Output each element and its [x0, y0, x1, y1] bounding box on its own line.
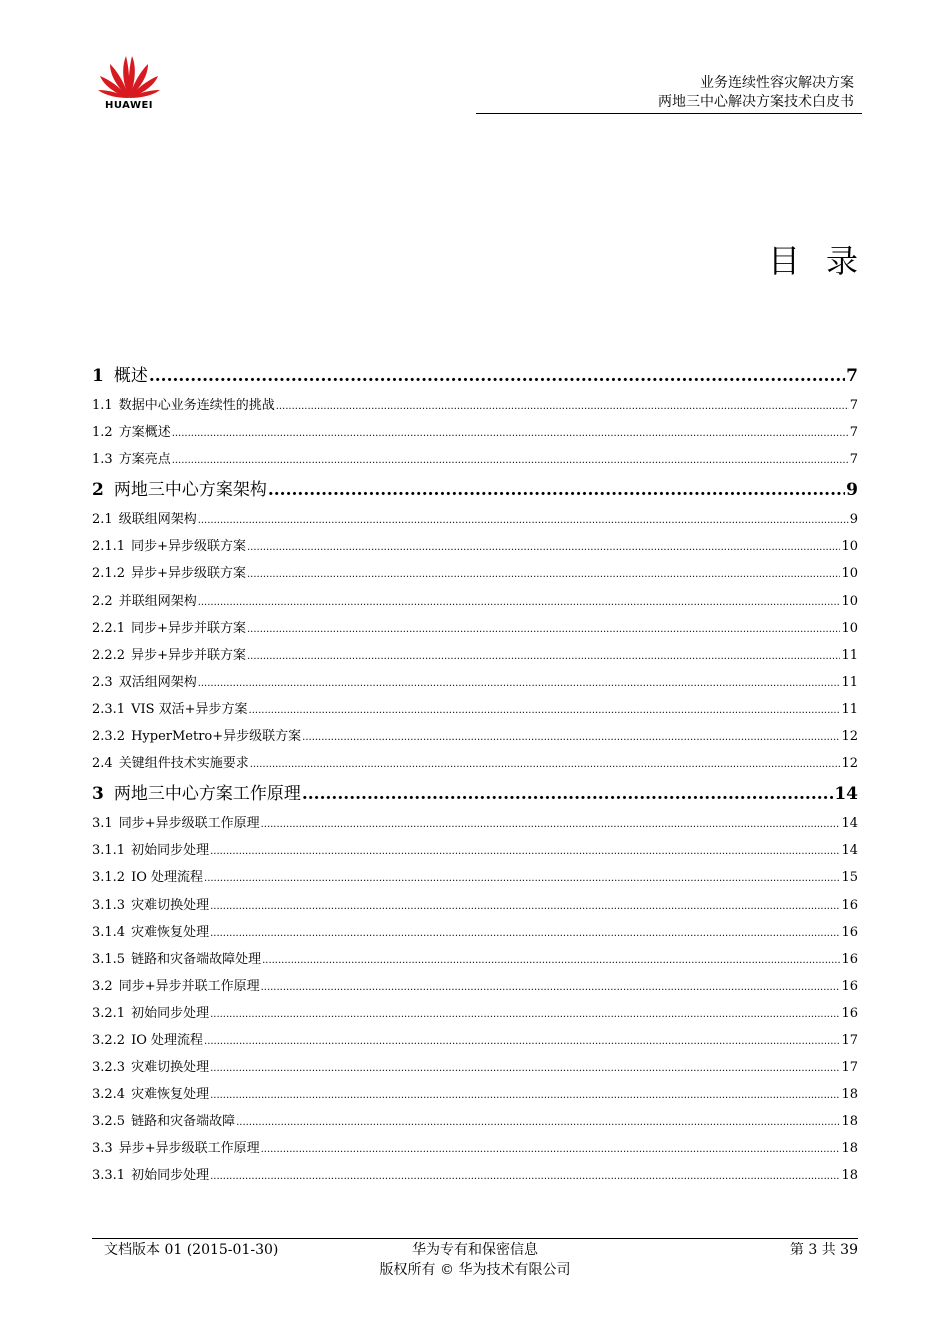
- toc-leader-dots: [210, 893, 840, 920]
- toc-page-number: 17: [841, 1060, 858, 1076]
- toc-entry-text: 关键组件技术实施要求: [118, 756, 249, 772]
- toc-entry-number: 2.3.1: [92, 701, 126, 717]
- toc-entry-label: [92, 446, 171, 473]
- toc-entry-number: 3.2.1: [92, 1005, 126, 1021]
- toc-entry-text: 灾难恢复处理: [131, 1087, 210, 1103]
- huawei-petals-icon: [96, 52, 162, 98]
- toc-page-number: 11: [841, 674, 858, 690]
- toc-entry-number: 3.1.2: [92, 870, 126, 886]
- toc-section-entry[interactable]: [92, 837, 858, 864]
- toc-leader-dots: [149, 361, 845, 392]
- toc-leader-dots: [198, 589, 841, 616]
- toc-entry-label: [92, 669, 197, 696]
- toc-leader-dots: [198, 507, 849, 534]
- toc-entry-text: 同步+异步并联方案: [131, 620, 246, 636]
- toc-entry-label: [92, 1108, 235, 1135]
- toc-leader-dots: [250, 751, 841, 778]
- toc-entry-number: 3: [92, 784, 104, 805]
- toc-section-entry[interactable]: [92, 560, 858, 587]
- toc-entry-number: 3.1.5: [92, 951, 126, 967]
- toc-entry-number: 2.1.2: [92, 566, 126, 582]
- toc-entry-number: 3.2.5: [92, 1114, 126, 1130]
- toc-entry-text: 概述: [113, 366, 148, 386]
- toc-leader-dots: [268, 475, 845, 506]
- toc-page-number: 12: [841, 756, 858, 772]
- toc-entry-label: [92, 750, 249, 777]
- toc-leader-dots: [302, 779, 833, 810]
- toc-section-entry[interactable]: [92, 506, 858, 533]
- toc-section-entry[interactable]: [92, 919, 858, 946]
- toc-leader-dots: [210, 1082, 840, 1109]
- toc-entry-label: [92, 419, 171, 446]
- toc-entry-number: 1.1: [92, 398, 113, 413]
- logo-text: HUAWEI: [104, 100, 154, 111]
- toc-page-number: 16: [841, 951, 858, 967]
- toc-section-entry[interactable]: [92, 946, 858, 973]
- toc-page-number: 18: [841, 1087, 858, 1103]
- toc-leader-dots: [261, 1136, 841, 1163]
- toc-leader-dots: [204, 1028, 840, 1055]
- toc-page-number: 16: [841, 924, 858, 940]
- toc-section-entry[interactable]: [92, 973, 858, 1000]
- toc-entry-number: 1: [92, 366, 104, 386]
- toc-section-entry[interactable]: [92, 1054, 858, 1081]
- footer-version: 文档版本 01 (2015-01-30): [104, 1242, 279, 1258]
- toc-section-entry[interactable]: [92, 892, 858, 919]
- toc-entry-label: [92, 892, 209, 919]
- toc-leader-dots: [172, 447, 849, 474]
- toc-leader-dots: [236, 1109, 840, 1136]
- toc-section-entry[interactable]: [92, 810, 858, 837]
- toc-entry-label: [92, 615, 246, 642]
- toc-entry-label: [92, 973, 260, 1000]
- toc-entry-text: 方案概述: [118, 425, 171, 441]
- toc-page-number: 7: [849, 452, 858, 468]
- toc-leader-dots: [198, 670, 841, 697]
- toc-leader-dots: [261, 974, 841, 1001]
- toc-page-number: 11: [841, 647, 858, 663]
- toc-entry-number: 3.1.3: [92, 897, 126, 913]
- toc-section-entry[interactable]: [92, 1162, 858, 1189]
- toc-entry-text: 双活组网架构: [118, 674, 197, 690]
- toc-entry-number: 3.1.4: [92, 924, 126, 940]
- toc-entry-text: 同步+异步级联工作原理: [118, 816, 260, 832]
- toc-entry-text: 灾难切换处理: [131, 1060, 210, 1076]
- toc-page-number: 10: [841, 539, 858, 555]
- toc-section-entry[interactable]: [92, 1081, 858, 1108]
- toc-entry-number: 3.2: [92, 978, 113, 994]
- toc-entry-text: 并联组网架构: [118, 593, 197, 609]
- toc-page-number: 10: [841, 566, 858, 582]
- toc-section-entry[interactable]: [92, 446, 858, 473]
- toc-leader-dots: [210, 838, 840, 865]
- toc-entry-number: 1.2: [92, 425, 113, 441]
- toc-entry-text: 两地三中心方案架构: [113, 480, 267, 501]
- toc-entry-label: [92, 779, 301, 810]
- toc-entry-text: 初始同步处理: [131, 1168, 210, 1184]
- toc-section-entry[interactable]: [92, 588, 858, 615]
- huawei-logo: [96, 52, 162, 114]
- toc-section-entry[interactable]: [92, 1000, 858, 1027]
- toc-entry-number: 2.2.2: [92, 647, 126, 663]
- toc-page-number: 7: [849, 425, 858, 441]
- toc-section-entry[interactable]: [92, 864, 858, 891]
- toc-chapter-entry[interactable]: [92, 779, 858, 810]
- toc-leader-dots: [249, 697, 841, 724]
- toc-entry-number: 2.1: [92, 512, 113, 528]
- toc-entry-number: 3.3.1: [92, 1168, 126, 1184]
- toc-leader-dots: [210, 1055, 840, 1082]
- toc-entry-label: [92, 1081, 209, 1108]
- toc-page-number: 18: [841, 1141, 858, 1157]
- footer-confidential: 华为专有和保密信息: [412, 1242, 538, 1258]
- toc-entry-text: 异步+异步并联方案: [131, 647, 246, 663]
- toc-leader-dots: [276, 393, 849, 420]
- toc-page-number: 12: [841, 729, 858, 745]
- toc-entry-number: 2.2: [92, 593, 113, 609]
- toc-entry-number: 3.1.1: [92, 843, 126, 859]
- toc-page-number: 14: [841, 843, 858, 859]
- toc-entry-number: 3.2.3: [92, 1060, 126, 1076]
- toc-page-number: 18: [841, 1114, 858, 1130]
- toc-entry-text: 初始同步处理: [131, 1005, 210, 1021]
- toc-entry-label: [92, 475, 267, 506]
- toc-page-number: 9: [849, 512, 858, 528]
- toc-entry-number: 2.4: [92, 756, 113, 772]
- toc-entry-text: 灾难恢复处理: [131, 924, 210, 940]
- toc-page-number: 11: [841, 701, 858, 717]
- document-header: [658, 74, 854, 112]
- toc-leader-dots: [210, 1001, 840, 1028]
- toc-entry-label: [92, 1000, 209, 1027]
- toc-leader-dots: [247, 534, 840, 561]
- toc-chapter-entry[interactable]: [92, 361, 858, 392]
- toc-entry-text: 两地三中心方案工作原理: [113, 784, 301, 805]
- toc-entry-label: [92, 1162, 209, 1189]
- toc-entry-text: 灾难切换处理: [131, 897, 210, 913]
- header-document-title: 两地三中心解决方案技术白皮书: [658, 94, 854, 110]
- toc-leader-dots: [210, 1163, 840, 1190]
- toc-entry-text: 链路和灾备端故障: [131, 1114, 236, 1130]
- toc-leader-dots: [262, 947, 840, 974]
- toc-entry-text: IO 处理流程: [131, 1032, 204, 1048]
- toc-entry-text: HyperMetro+异步级联方案: [131, 729, 302, 745]
- toc-page-number: 17: [841, 1032, 858, 1048]
- footer-rule: [92, 1238, 858, 1239]
- toc-page-number: 14: [834, 784, 858, 805]
- toc-page-number: 15: [841, 870, 858, 886]
- toc-leader-dots: [204, 865, 840, 892]
- footer-copyright: 版权所有 © 华为技术有限公司: [379, 1262, 571, 1278]
- toc-leader-dots: [247, 561, 840, 588]
- toc-section-entry[interactable]: [92, 696, 858, 723]
- toc-entry-label: [92, 506, 197, 533]
- toc-page-number: 18: [841, 1168, 858, 1184]
- toc-section-entry[interactable]: [92, 419, 858, 446]
- toc-entry-text: IO 处理流程: [131, 870, 204, 886]
- toc-entry-text: 同步+异步并联工作原理: [118, 978, 260, 994]
- toc-entry-text: VIS 双活+异步方案: [131, 701, 248, 717]
- toc-entry-number: 2.2.1: [92, 620, 126, 636]
- toc-page-number: 9: [846, 480, 858, 501]
- toc-section-entry[interactable]: [92, 1108, 858, 1135]
- toc-entry-text: 同步+异步级联方案: [131, 539, 246, 555]
- toc-entry-label: [92, 837, 209, 864]
- toc-page-number: 16: [841, 978, 858, 994]
- toc-page-number: 7: [846, 366, 858, 386]
- page-title: 目录: [767, 242, 884, 280]
- toc-entry-number: 3.3: [92, 1141, 113, 1157]
- toc-section-entry[interactable]: [92, 723, 858, 750]
- toc-leader-dots: [172, 420, 849, 447]
- header-solution-name: 业务连续性容灾解决方案: [700, 75, 854, 91]
- toc-entry-number: 2: [92, 480, 104, 501]
- toc-entry-label: [92, 1135, 260, 1162]
- toc-entry-number: 2.3: [92, 674, 113, 690]
- toc-entry-label: [92, 392, 275, 419]
- toc-entry-label: [92, 696, 248, 723]
- toc-entry-label: [92, 946, 261, 973]
- toc-entry-label: [92, 1054, 209, 1081]
- toc-leader-dots: [247, 643, 840, 670]
- toc-page-number: 14: [841, 816, 858, 832]
- toc-entry-label: [92, 533, 246, 560]
- toc-entry-number: 3.2.4: [92, 1087, 126, 1103]
- toc-section-entry[interactable]: [92, 642, 858, 669]
- toc-entry-text: 级联组网架构: [118, 512, 197, 528]
- toc-page-number: 7: [849, 398, 858, 413]
- toc-entry-label: [92, 723, 301, 750]
- toc-entry-label: [92, 588, 197, 615]
- table-of-contents: [92, 359, 858, 1190]
- toc-entry-label: [92, 361, 148, 392]
- toc-entry-number: 2.3.2: [92, 729, 126, 745]
- toc-entry-text: 异步+异步级联方案: [131, 566, 246, 582]
- toc-leader-dots: [261, 811, 841, 838]
- toc-entry-text: 链路和灾备端故障处理: [131, 951, 262, 967]
- toc-section-entry[interactable]: [92, 392, 858, 419]
- toc-entry-label: [92, 864, 203, 891]
- toc-page-number: 16: [841, 897, 858, 913]
- toc-section-entry[interactable]: [92, 750, 858, 777]
- header-rule: [476, 113, 862, 114]
- toc-entry-label: [92, 810, 260, 837]
- toc-page-number: 10: [841, 620, 858, 636]
- footer-page-info: 第 3 共 39: [789, 1242, 858, 1258]
- toc-leader-dots: [302, 724, 840, 751]
- toc-entry-number: 2.1.1: [92, 539, 126, 555]
- toc-section-entry[interactable]: [92, 1027, 858, 1054]
- toc-entry-label: [92, 560, 246, 587]
- toc-entry-label: [92, 919, 209, 946]
- toc-section-entry[interactable]: [92, 615, 858, 642]
- toc-section-entry[interactable]: [92, 1135, 858, 1162]
- toc-entry-text: 数据中心业务连续性的挑战: [118, 398, 275, 413]
- toc-entry-label: [92, 642, 246, 669]
- toc-entry-text: 方案亮点: [118, 452, 171, 468]
- toc-leader-dots: [247, 616, 840, 643]
- toc-entry-number: 3.1: [92, 816, 113, 832]
- toc-entry-number: 3.2.2: [92, 1032, 126, 1048]
- toc-entry-text: 异步+异步级联工作原理: [118, 1141, 260, 1157]
- toc-page-number: 10: [841, 593, 858, 609]
- toc-leader-dots: [210, 920, 840, 947]
- toc-section-entry[interactable]: [92, 669, 858, 696]
- toc-entry-text: 初始同步处理: [131, 843, 210, 859]
- toc-entry-number: 1.3: [92, 452, 113, 468]
- toc-page-number: 16: [841, 1005, 858, 1021]
- toc-chapter-entry[interactable]: [92, 475, 858, 506]
- toc-section-entry[interactable]: [92, 533, 858, 560]
- toc-entry-label: [92, 1027, 203, 1054]
